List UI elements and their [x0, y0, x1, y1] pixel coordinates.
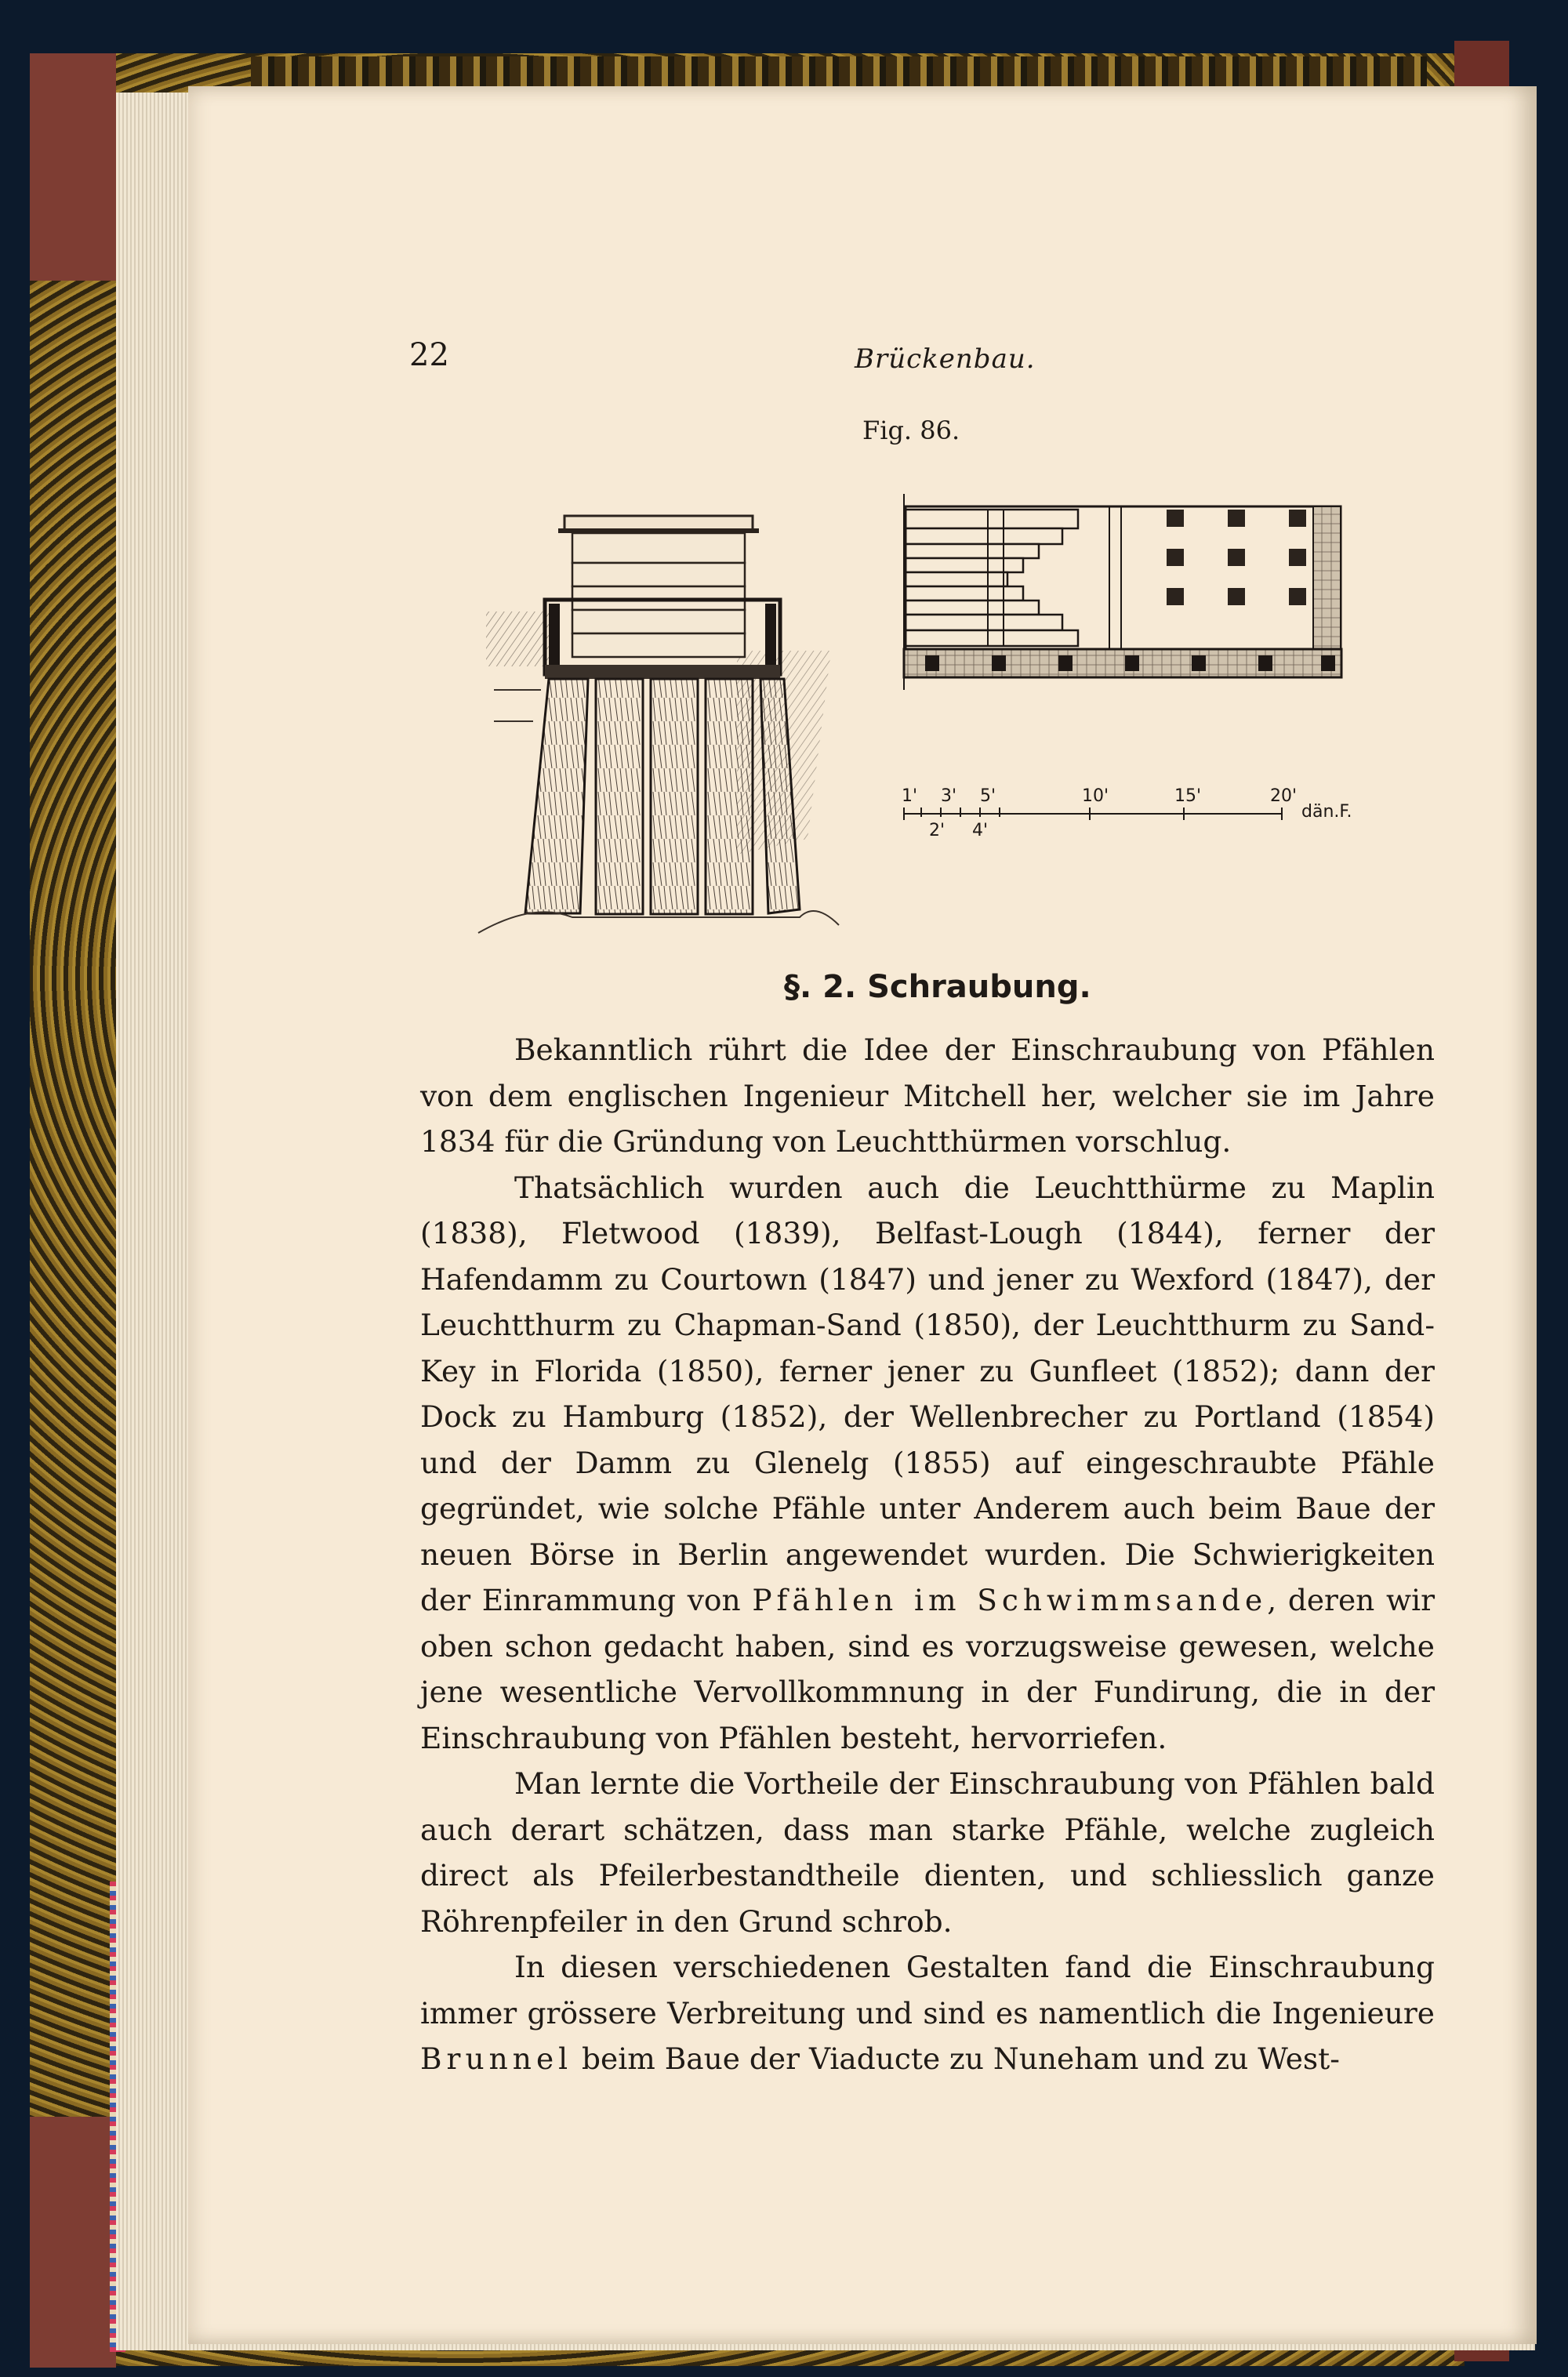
paragraph-4-text-b: beim Baue der Viaducte zu Nuneham und zu West-: [572, 2041, 1340, 2076]
paragraph-1-text: Bekanntlich rührt die Idee der Einschraubung von Pfählen von dem englischen Ingenieur Mitchell her, welcher sie im Jahre 1834 für die Gründung von Leuchtthürmen vorschlug.: [420, 1032, 1435, 1159]
paragraph-4-spaced-name: Brunnel: [420, 2041, 573, 2076]
scale-tick-3: 3': [941, 786, 957, 806]
scale-bar: [904, 807, 1282, 820]
scale-tick-15: 15': [1174, 786, 1202, 806]
paragraph-3-text: Man lernte die Vortheile der Einschraubung von Pfählen bald auch derart schätzen, dass man starke Pfähle, welche zugleich direct als Pfeilerbestandtheile dienten, und schliesslich ganze Röhrenpfeiler in den Grund schrob.: [420, 1766, 1435, 1939]
paragraph-3: [420, 1761, 1435, 1944]
scale-subtick-4: 4': [972, 821, 989, 840]
scale-tick-20: 20': [1270, 786, 1298, 806]
running-head: Brückenbau.: [855, 343, 1036, 375]
paragraph-2: [420, 1165, 1435, 1762]
body-text: [420, 1027, 1435, 2082]
figure-86-illustration: [470, 463, 1380, 949]
paragraph-2-spaced-term: Pfählen im Schwimmsande: [752, 1583, 1268, 1617]
scale-tick-1: 1': [902, 786, 918, 806]
scale-tick-10: 10': [1082, 786, 1109, 806]
pier-plan-drawing: [904, 494, 1341, 690]
pier-elevation-drawing: [478, 516, 839, 933]
scale-tick-5: 5': [980, 786, 996, 806]
cover-top-edge: [251, 56, 1427, 88]
paragraph-4-text-a: In diesen verschiedenen Gestalten fand die Einschraubung immer grössere Verbreitung und sind es namentlich die Ingenieure: [420, 1950, 1435, 2030]
page-number: 22: [409, 337, 449, 373]
paragraph-2-text-a: Thatsächlich wurden auch die Leuchtthürme zu Maplin (1838), Fletwood (1839), Belfast-Lough (1844), ferner der Hafendamm zu Courtown (1847) und jener zu Wexford (1847), der Leuchtthurm zu Chapman-Sand (1850), der Leuchtthurm zu Sand-Key in Florida (1850), ferner jener zu Gunfleet (1852); dann der Dock zu Hamburg (1852), der Wellenbrecher zu Portland (1854) und der Damm zu Glenelg (1855) auf eingeschraubte Pfähle gegründet, wie solche Pfähle unter Anderem auch beim Baue der neuen Börse in Berlin angewendet wurden. Die Schwierigkeiten der Einrammung von: [420, 1170, 1435, 1617]
paragraph-2-text-b: , deren wir oben schon gedacht haben, sind es vorzugsweise gewesen, welche jene wesentliche Vervollkommnung in der Fundirung, die in der Einschraubung von Pfählen besteht, hervorriefen.: [420, 1583, 1435, 1755]
scale-subtick-2: 2': [929, 821, 946, 840]
leather-corner-top: [30, 53, 116, 281]
scale-unit: dän.F.: [1301, 802, 1352, 822]
figure-label: Fig. 86.: [862, 416, 960, 445]
leather-corner-bottom: [30, 2117, 116, 2368]
paragraph-4: [420, 1944, 1435, 2082]
section-title: §. 2. Schraubung.: [784, 969, 1091, 1005]
paragraph-1: [420, 1027, 1435, 1165]
